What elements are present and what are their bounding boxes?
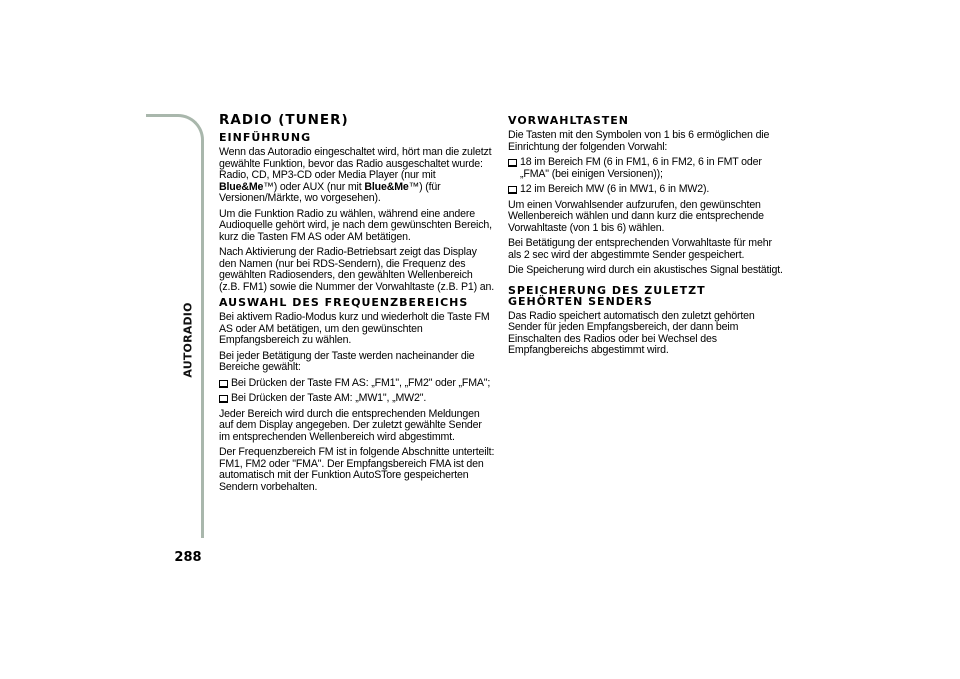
- checkbox-bullet-icon: [219, 395, 228, 403]
- bullet-item: [508, 184, 784, 196]
- heading-einfuehrung: EINFÜHRUNG: [219, 131, 312, 144]
- paragraph: Das Radio speichert automatisch den zuletzt gehörten Sender für jeden Empfangsbereich, der dann beim Einschalten des Radios oder bei Wechsel des Empfangbereichs abgestimmt wird.: [508, 309, 755, 356]
- section-side-label: AUTORADIO: [181, 302, 195, 378]
- paragraph: Bei Betätigung der entsprechenden Vorwahltaste für mehr als 2 sec wird der abgestimmte Sender gespeichert.: [508, 237, 772, 261]
- paragraph: Um einen Vorwahlsender aufzurufen, den gewünschten Wellenbereich wählen und dann kurz die entsprechende Vorwahltaste (von 1 bis 6) wählen.: [508, 198, 764, 234]
- brand-name: Blue&Me: [364, 180, 409, 193]
- paragraph: Bei jeder Betätigung der Taste werden nacheinander die Bereiche gewählt:: [219, 349, 475, 373]
- checkbox-bullet-icon: [508, 186, 517, 194]
- paragraph: Der Frequenzbereich FM ist in folgende Abschnitte unterteilt: FM1, FM2 oder "FMA". Der Empfangsbereich FMA ist den automatisch mit der Funktion AutoSTore gespeicherten Sendern vorbehalten.: [219, 446, 495, 493]
- bullet-text: Bei Drücken der Taste FM AS: „FM1", „FM2" oder „FMA";: [231, 376, 491, 389]
- text-run: Wenn das Autoradio eingeschaltet wird, hört man die zuletzt gewählte Funktion, bevor das Radio ausgeschaltet wurde: Radio, CD, MP3-CD oder Media Player (nur mit: [219, 146, 492, 181]
- bullet-item: [219, 378, 495, 390]
- heading-auswahl: AUSWAHL DES FREQUENZBEREICHS: [219, 296, 469, 309]
- checkbox-bullet-icon: [219, 380, 228, 388]
- checkbox-bullet-icon: [508, 159, 517, 167]
- heading-speicherung-line1: SPEICHERUNG DES ZULETZT: [508, 283, 706, 297]
- heading-vorwahltasten: VORWAHLTASTEN: [508, 114, 629, 127]
- paragraph: Die Tasten mit den Symbolen von 1 bis 6 ermöglichen die Einrichtung der folgenden Vorwahl:: [508, 129, 770, 153]
- paragraph: Um die Funktion Radio zu wählen, während eine andere Audioquelle gehört wird, je nach dem gewünschten Bereich, kurz die Tasten FM AS oder AM betätigen.: [219, 207, 492, 243]
- left-column: [219, 112, 495, 497]
- bullet-item: [508, 157, 784, 180]
- paragraph: Nach Aktivierung der Radio-Betriebsart zeigt das Display den Namen (nur bei RDS-Sendern), die Frequenz des gewählten Radiosenders, den gewählten Wellenbereich (z.B. FM1) sowie die Nummer der Vorwahltaste (z.B. P1) an.: [219, 246, 495, 293]
- text-run: ™) (für Versionen/Märkte, wo vorgesehen).: [219, 180, 441, 204]
- paragraph-intro: [219, 147, 495, 205]
- brand-name: Blue&Me: [219, 180, 264, 193]
- bullet-text: 12 im Bereich MW (6 in MW1, 6 in MW2).: [520, 183, 710, 195]
- page-title: RADIO (TUNER): [219, 112, 349, 128]
- bullet-text: Bei Drücken der Taste AM: „MW1", „MW2".: [231, 392, 427, 404]
- right-column: [508, 112, 784, 361]
- paragraph: Bei aktivem Radio-Modus kurz und wiederholt die Taste FM AS oder AM betätigen, um den gewünschten Empfangsbereich zu wählen.: [219, 311, 490, 346]
- page-number: 288: [174, 550, 202, 565]
- paragraph: Jeder Bereich wird durch die entsprechenden Meldungen auf dem Display angegeben. Der zuletzt gewählte Sender im entsprechenden Wellenbereich wird abgestimmt.: [219, 407, 482, 443]
- bullet-item: [219, 393, 495, 405]
- paragraph: Die Speicherung wird durch ein akustisches Signal bestätigt.: [508, 264, 783, 276]
- text-run: ™) oder AUX (nur mit: [263, 180, 365, 193]
- side-frame-rule: [146, 114, 204, 538]
- bullet-text: 18 im Bereich FM (6 in FM1, 6 in FM2, 6 in FMT oder „FMA" (bei einigen Versionen));: [520, 156, 762, 180]
- heading-speicherung-line2: GEHÖRTEN SENDERS: [508, 294, 653, 308]
